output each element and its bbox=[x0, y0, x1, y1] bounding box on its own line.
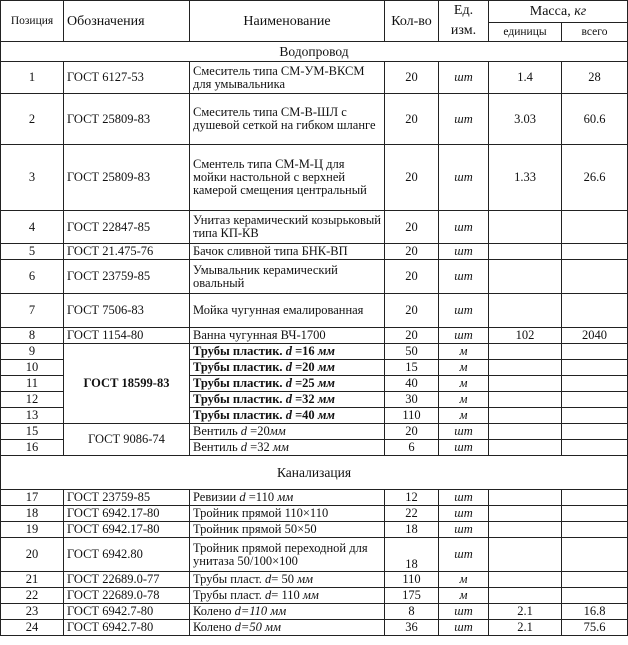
name-unit: мм bbox=[270, 604, 287, 618]
name-unit: мм bbox=[277, 490, 294, 504]
cell-unit: м bbox=[439, 408, 489, 424]
cell-mass-each: 2.1 bbox=[489, 604, 562, 620]
name-variable: d bbox=[240, 424, 248, 438]
cell-name: Умывальник керамический овальный bbox=[190, 260, 385, 294]
cell-quantity: 30 bbox=[385, 392, 439, 408]
cell-unit: шт bbox=[439, 506, 489, 522]
name-text: Ревизии bbox=[193, 490, 240, 504]
table-row bbox=[1, 490, 628, 506]
table-row bbox=[1, 344, 628, 360]
header-unit-top: Ед. bbox=[453, 3, 474, 18]
cell-designation: ГОСТ 6942.7-80 bbox=[64, 604, 190, 620]
cell-unit: шт bbox=[439, 294, 489, 328]
table-row bbox=[1, 145, 628, 211]
cell-unit: шт bbox=[439, 538, 489, 572]
name-value: =40 bbox=[291, 408, 318, 422]
cell-mass-total: 26.6 bbox=[562, 145, 628, 211]
cell-mass-total bbox=[562, 392, 628, 408]
cell-mass-each bbox=[489, 360, 562, 376]
cell-name bbox=[190, 620, 385, 636]
cell-mass-total bbox=[562, 424, 628, 440]
cell-mass-total bbox=[562, 572, 628, 588]
name-variable: d bbox=[240, 440, 248, 454]
table-row bbox=[1, 260, 628, 294]
cell-mass-total bbox=[562, 344, 628, 360]
table-row bbox=[1, 62, 628, 94]
cell-designation: ГОСТ 23759-85 bbox=[64, 490, 190, 506]
cell-quantity: 20 bbox=[385, 94, 439, 145]
name-variable: d bbox=[234, 620, 241, 634]
name-text: Вентиль bbox=[193, 440, 241, 454]
table-row bbox=[1, 211, 628, 244]
name-value: =32 bbox=[247, 440, 273, 454]
cell-position: 17 bbox=[1, 490, 64, 506]
cell-designation-group: ГОСТ 9086-74 bbox=[64, 424, 190, 456]
name-variable: d bbox=[285, 376, 292, 390]
cell-quantity: 12 bbox=[385, 490, 439, 506]
cell-mass-each bbox=[489, 211, 562, 244]
cell-position: 8 bbox=[1, 328, 64, 344]
cell-designation: ГОСТ 22689.0-77 bbox=[64, 572, 190, 588]
name-text: Трубы пласт. bbox=[193, 588, 266, 602]
cell-name bbox=[190, 572, 385, 588]
cell-mass-each bbox=[489, 408, 562, 424]
cell-mass-total bbox=[562, 490, 628, 506]
cell-mass-total bbox=[562, 211, 628, 244]
cell-quantity: 20 bbox=[385, 328, 439, 344]
cell-designation: ГОСТ 6942.7-80 bbox=[64, 620, 190, 636]
cell-unit: м bbox=[439, 360, 489, 376]
cell-mass-total bbox=[562, 408, 628, 424]
cell-unit: шт bbox=[439, 522, 489, 538]
cell-quantity: 175 bbox=[385, 588, 439, 604]
cell-position: 18 bbox=[1, 506, 64, 522]
cell-mass-each: 1.33 bbox=[489, 145, 562, 211]
header-position: Позиция bbox=[1, 1, 64, 42]
name-variable: d bbox=[285, 392, 292, 406]
header-unit bbox=[439, 1, 489, 42]
name-unit: мм bbox=[269, 424, 286, 438]
name-text: Трубы пластик. bbox=[193, 344, 286, 358]
cell-position: 22 bbox=[1, 588, 64, 604]
cell-position: 21 bbox=[1, 572, 64, 588]
cell-designation: ГОСТ 6127-53 bbox=[64, 62, 190, 94]
cell-mass-total: 16.8 bbox=[562, 604, 628, 620]
header-name: Наименование bbox=[190, 1, 385, 42]
table-row bbox=[1, 522, 628, 538]
name-value: =110 bbox=[240, 604, 271, 618]
name-variable: d bbox=[285, 344, 292, 358]
name-value: =32 bbox=[291, 392, 318, 406]
cell-position: 12 bbox=[1, 392, 64, 408]
table-row bbox=[1, 424, 628, 440]
cell-position: 3 bbox=[1, 145, 64, 211]
name-text: Колено bbox=[193, 604, 235, 618]
cell-unit: шт bbox=[439, 328, 489, 344]
cell-designation: ГОСТ 22689.0-78 bbox=[64, 588, 190, 604]
cell-unit: шт bbox=[439, 620, 489, 636]
cell-mass-total bbox=[562, 440, 628, 456]
name-unit: мм bbox=[317, 344, 335, 358]
cell-mass-each bbox=[489, 522, 562, 538]
table-row bbox=[1, 328, 628, 344]
cell-position: 6 bbox=[1, 260, 64, 294]
table-row bbox=[1, 294, 628, 328]
cell-name: Мойка чугунная емалированная bbox=[190, 294, 385, 328]
header-mass-label: Масса, bbox=[529, 4, 575, 19]
cell-designation: ГОСТ 23759-85 bbox=[64, 260, 190, 294]
cell-position: 19 bbox=[1, 522, 64, 538]
cell-mass-each bbox=[489, 392, 562, 408]
cell-quantity: 40 bbox=[385, 376, 439, 392]
name-value: =20 bbox=[291, 360, 318, 374]
cell-quantity: 6 bbox=[385, 440, 439, 456]
name-unit: мм bbox=[317, 408, 335, 422]
cell-mass-total bbox=[562, 506, 628, 522]
cell-mass-total bbox=[562, 360, 628, 376]
name-value: = 50 bbox=[271, 572, 298, 586]
cell-quantity: 20 bbox=[385, 260, 439, 294]
cell-designation: ГОСТ 7506-83 bbox=[64, 294, 190, 328]
cell-name: Смеситель типа СМ-УМ-ВКСМ для умывальника bbox=[190, 62, 385, 94]
cell-name: Смеситель типа СМ-В-ШЛ с душевой сеткой на гибком шланге bbox=[190, 94, 385, 145]
cell-position: 24 bbox=[1, 620, 64, 636]
cell-quantity: 50 bbox=[385, 344, 439, 360]
cell-quantity: 15 bbox=[385, 360, 439, 376]
name-value: =110 bbox=[245, 490, 278, 504]
name-text: Трубы пластик. bbox=[193, 408, 286, 422]
cell-position: 9 bbox=[1, 344, 64, 360]
header-unit-bottom: изм. bbox=[450, 23, 477, 38]
cell-name: Сментель типа СМ-М-Ц для мойки настольной с верхней камерой смещения центральный bbox=[190, 145, 385, 211]
cell-mass-each bbox=[489, 260, 562, 294]
cell-unit: шт bbox=[439, 145, 489, 211]
cell-unit: м bbox=[439, 344, 489, 360]
name-variable: d bbox=[239, 490, 246, 504]
cell-mass-total bbox=[562, 588, 628, 604]
cell-mass-each bbox=[489, 344, 562, 360]
name-text: Трубы пластик. bbox=[193, 392, 286, 406]
cell-name bbox=[190, 424, 385, 440]
cell-name bbox=[190, 604, 385, 620]
cell-unit: шт bbox=[439, 94, 489, 145]
name-value: =50 bbox=[240, 620, 265, 634]
cell-designation: ГОСТ 1154-80 bbox=[64, 328, 190, 344]
cell-mass-total: 2040 bbox=[562, 328, 628, 344]
cell-mass-each bbox=[489, 588, 562, 604]
cell-quantity: 18 bbox=[385, 522, 439, 538]
cell-mass-each: 1.4 bbox=[489, 62, 562, 94]
name-unit: мм bbox=[297, 572, 314, 586]
cell-unit: шт bbox=[439, 440, 489, 456]
cell-quantity: 20 bbox=[385, 424, 439, 440]
name-value: =20 bbox=[247, 424, 270, 438]
cell-designation: ГОСТ 21.475-76 bbox=[64, 244, 190, 260]
cell-name: Тройник прямой 110×110 bbox=[190, 506, 385, 522]
cell-position: 5 bbox=[1, 244, 64, 260]
cell-name: Тройник прямой переходной для унитаза 50/100×100 bbox=[190, 538, 385, 572]
cell-mass-each bbox=[489, 294, 562, 328]
cell-name bbox=[190, 392, 385, 408]
name-unit: мм bbox=[317, 376, 335, 390]
section-row bbox=[1, 456, 628, 490]
name-text: Вентиль bbox=[193, 424, 241, 438]
cell-unit: шт bbox=[439, 244, 489, 260]
cell-quantity: 18 bbox=[385, 538, 439, 572]
cell-unit: шт bbox=[439, 424, 489, 440]
cell-designation: ГОСТ 25809-83 bbox=[64, 145, 190, 211]
header-designation: Обозначения bbox=[64, 1, 190, 42]
cell-name bbox=[190, 440, 385, 456]
cell-mass-each: 2.1 bbox=[489, 620, 562, 636]
header-row bbox=[1, 1, 628, 23]
cell-mass-each: 3.03 bbox=[489, 94, 562, 145]
table-row bbox=[1, 244, 628, 260]
cell-quantity: 36 bbox=[385, 620, 439, 636]
cell-quantity: 8 bbox=[385, 604, 439, 620]
cell-designation-group: ГОСТ 18599-83 bbox=[64, 344, 190, 424]
cell-unit: м bbox=[439, 572, 489, 588]
cell-mass-total: 60.6 bbox=[562, 94, 628, 145]
name-variable: d bbox=[285, 360, 292, 374]
name-value: =16 bbox=[291, 344, 318, 358]
name-variable: d bbox=[265, 588, 272, 602]
cell-position: 13 bbox=[1, 408, 64, 424]
cell-unit: шт bbox=[439, 260, 489, 294]
cell-mass-total: 75.6 bbox=[562, 620, 628, 636]
cell-position: 10 bbox=[1, 360, 64, 376]
name-unit: мм bbox=[272, 440, 289, 454]
cell-name: Унитаз керамический козырьковый типа КП-КВ bbox=[190, 211, 385, 244]
cell-name: Тройник прямой 50×50 bbox=[190, 522, 385, 538]
cell-designation: ГОСТ 6942.80 bbox=[64, 538, 190, 572]
cell-quantity: 110 bbox=[385, 572, 439, 588]
cell-quantity: 20 bbox=[385, 62, 439, 94]
cell-mass-each bbox=[489, 424, 562, 440]
cell-mass-each bbox=[489, 244, 562, 260]
section-row bbox=[1, 42, 628, 62]
cell-unit: шт bbox=[439, 604, 489, 620]
name-unit: мм bbox=[317, 392, 335, 406]
cell-name bbox=[190, 344, 385, 360]
cell-mass-each bbox=[489, 572, 562, 588]
name-value: = 110 bbox=[271, 588, 303, 602]
name-unit: мм bbox=[264, 620, 281, 634]
cell-mass-total bbox=[562, 376, 628, 392]
table-row bbox=[1, 538, 628, 572]
name-text: Трубы пластик. bbox=[193, 376, 286, 390]
header-mass bbox=[489, 1, 628, 23]
cell-position: 23 bbox=[1, 604, 64, 620]
cell-position: 20 bbox=[1, 538, 64, 572]
cell-mass-total bbox=[562, 522, 628, 538]
cell-quantity: 20 bbox=[385, 211, 439, 244]
name-text: Трубы пластик. bbox=[193, 360, 286, 374]
cell-name: Бачок сливной типа БНК-ВП bbox=[190, 244, 385, 260]
name-variable: d bbox=[234, 604, 241, 618]
name-variable: d bbox=[265, 572, 272, 586]
cell-name: Ванна чугунная ВЧ-1700 bbox=[190, 328, 385, 344]
cell-position: 16 bbox=[1, 440, 64, 456]
cell-mass-total: 28 bbox=[562, 62, 628, 94]
table-row bbox=[1, 572, 628, 588]
cell-mass-total bbox=[562, 538, 628, 572]
cell-mass-each bbox=[489, 376, 562, 392]
cell-mass-total bbox=[562, 244, 628, 260]
name-text: Трубы пласт. bbox=[193, 572, 266, 586]
header-mass-unit: кг bbox=[574, 4, 587, 19]
name-value: =25 bbox=[291, 376, 318, 390]
cell-position: 2 bbox=[1, 94, 64, 145]
cell-position: 11 bbox=[1, 376, 64, 392]
cell-name bbox=[190, 376, 385, 392]
section-title-sewer: Канализация bbox=[1, 456, 628, 490]
cell-mass-each bbox=[489, 440, 562, 456]
table-row bbox=[1, 620, 628, 636]
name-variable: d bbox=[285, 408, 292, 422]
cell-unit: шт bbox=[439, 490, 489, 506]
cell-mass-each bbox=[489, 506, 562, 522]
cell-mass-total bbox=[562, 260, 628, 294]
cell-designation: ГОСТ 22847-85 bbox=[64, 211, 190, 244]
cell-name bbox=[190, 588, 385, 604]
cell-designation: ГОСТ 25809-83 bbox=[64, 94, 190, 145]
cell-name bbox=[190, 408, 385, 424]
cell-position: 7 bbox=[1, 294, 64, 328]
cell-unit: м bbox=[439, 588, 489, 604]
cell-mass-total bbox=[562, 294, 628, 328]
cell-designation: ГОСТ 6942.17-80 bbox=[64, 522, 190, 538]
cell-quantity: 20 bbox=[385, 244, 439, 260]
cell-unit: м bbox=[439, 392, 489, 408]
name-text: Колено bbox=[193, 620, 235, 634]
cell-quantity: 20 bbox=[385, 145, 439, 211]
cell-mass-each bbox=[489, 538, 562, 572]
cell-unit: м bbox=[439, 376, 489, 392]
header-mass-each: единицы bbox=[489, 23, 562, 42]
cell-mass-each bbox=[489, 490, 562, 506]
cell-name bbox=[190, 360, 385, 376]
table-row bbox=[1, 604, 628, 620]
name-unit: мм bbox=[302, 588, 319, 602]
section-title-water: Водопровод bbox=[1, 42, 628, 62]
name-unit: мм bbox=[317, 360, 335, 374]
cell-unit: шт bbox=[439, 211, 489, 244]
table-row bbox=[1, 94, 628, 145]
header-mass-total: всего bbox=[562, 23, 628, 42]
cell-name bbox=[190, 490, 385, 506]
table-row bbox=[1, 588, 628, 604]
cell-quantity: 110 bbox=[385, 408, 439, 424]
cell-quantity: 20 bbox=[385, 294, 439, 328]
cell-position: 15 bbox=[1, 424, 64, 440]
cell-position: 4 bbox=[1, 211, 64, 244]
cell-designation: ГОСТ 6942.17-80 bbox=[64, 506, 190, 522]
header-quantity: Кол-во bbox=[385, 1, 439, 42]
cell-quantity: 22 bbox=[385, 506, 439, 522]
table-row bbox=[1, 506, 628, 522]
cell-mass-each: 102 bbox=[489, 328, 562, 344]
cell-unit: шт bbox=[439, 62, 489, 94]
cell-position: 1 bbox=[1, 62, 64, 94]
